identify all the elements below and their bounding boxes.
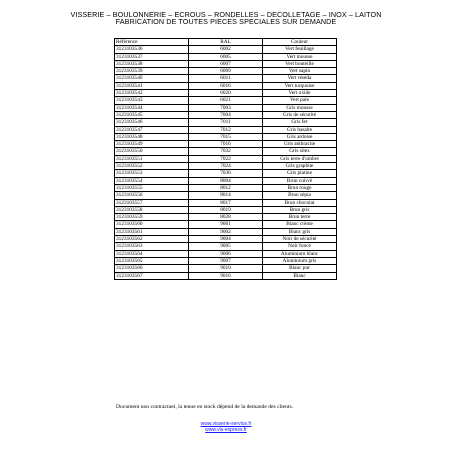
cell-color: Gris terre d'ombre	[263, 155, 337, 162]
cell-reference: 3123103566	[115, 265, 189, 272]
cell-reference: 3123103542	[115, 90, 189, 97]
table-row	[115, 60, 337, 67]
table-row	[115, 265, 337, 272]
table-row	[115, 236, 337, 243]
cell-color: Gris ardoise	[263, 133, 337, 140]
cell-reference: 3123103554	[115, 177, 189, 184]
table-row	[115, 155, 337, 162]
cell-color: Vert pale	[263, 97, 337, 104]
cell-color: Brun chocolat	[263, 199, 337, 206]
cell-ral: 8028	[189, 214, 263, 221]
cell-reference: 3123103559	[115, 214, 189, 221]
footer-links	[0, 421, 452, 433]
cell-ral: 9001	[189, 221, 263, 228]
cell-reference: 3123103561	[115, 228, 189, 235]
cell-reference: 3123103562	[115, 236, 189, 243]
cell-color: Gris silex	[263, 148, 337, 155]
cell-color: Brun cuivré	[263, 177, 337, 184]
table-row	[115, 68, 337, 75]
cell-reference: 3123103565	[115, 257, 189, 264]
cell-reference: 3123103537	[115, 53, 189, 60]
table-row	[115, 206, 337, 213]
cell-ral: 8017	[189, 199, 263, 206]
table-row	[115, 90, 337, 97]
cell-ral: 7011	[189, 119, 263, 126]
cell-reference: 3123103553	[115, 170, 189, 177]
cell-ral: 9016	[189, 272, 263, 279]
cell-ral: 7036	[189, 170, 263, 177]
cell-color: Vert bouteille	[263, 60, 337, 67]
cell-color: Aluminium gris	[263, 257, 337, 264]
table-row	[115, 221, 337, 228]
cell-ral: 7003	[189, 104, 263, 111]
cell-color: Vert sapin	[263, 68, 337, 75]
cell-reference: 3123103548	[115, 133, 189, 140]
table-row	[115, 75, 337, 82]
cell-ral: 7022	[189, 155, 263, 162]
cell-reference: 3123103539	[115, 68, 189, 75]
cell-ral: 6005	[189, 53, 263, 60]
cell-color: Gris basalte	[263, 126, 337, 133]
cell-ral: 6007	[189, 60, 263, 67]
table-row	[115, 184, 337, 191]
cell-color: Vert réséda	[263, 75, 337, 82]
cell-color: Vert mousse	[263, 53, 337, 60]
cell-reference: 3123103538	[115, 60, 189, 67]
cell-reference: 3123103560	[115, 221, 189, 228]
cell-ral: 6009	[189, 68, 263, 75]
cell-ral: 7032	[189, 148, 263, 155]
cell-ral: 7004	[189, 111, 263, 118]
cell-color: Vert turquoise	[263, 82, 337, 89]
table-row	[115, 177, 337, 184]
cell-color: Gris graphite	[263, 163, 337, 170]
cell-reference: 3123103544	[115, 104, 189, 111]
table-row	[115, 163, 337, 170]
table-header-row	[115, 39, 337, 46]
cell-reference: 3123103536	[115, 46, 189, 53]
table-row	[115, 272, 337, 279]
table-row	[115, 111, 337, 118]
table-row	[115, 228, 337, 235]
cell-color: Aluminium blanc	[263, 250, 337, 257]
cell-ral: 6011	[189, 75, 263, 82]
table-row	[115, 192, 337, 199]
cell-ral: 6021	[189, 97, 263, 104]
cell-ral: 7015	[189, 133, 263, 140]
column-header-color: Couleur	[263, 39, 337, 46]
cell-color: Blanc	[263, 272, 337, 279]
link-vis-express[interactable]: www.vis-express.fr	[205, 427, 247, 433]
cell-color: Gris platine	[263, 170, 337, 177]
cell-reference: 3123103558	[115, 206, 189, 213]
cell-ral: 9007	[189, 257, 263, 264]
cell-color: Brun sépia	[263, 192, 337, 199]
cell-ral: 7012	[189, 126, 263, 133]
cell-reference: 3123103543	[115, 97, 189, 104]
cell-color: Blanc gris	[263, 228, 337, 235]
table-body	[115, 46, 337, 280]
cell-ral: 9005	[189, 243, 263, 250]
cell-color: Brun gris	[263, 206, 337, 213]
table-row	[115, 46, 337, 53]
cell-ral: 9006	[189, 250, 263, 257]
cell-color: Gris anthracite	[263, 141, 337, 148]
cell-ral: 6020	[189, 90, 263, 97]
header-line-products: VISSERIE – BOULONNERIE – ECROUS – RONDELLES – DECOLLETAGE – INOX – LAITON	[70, 10, 382, 19]
cell-color: Blanc pur	[263, 265, 337, 272]
table-row	[115, 148, 337, 155]
cell-color: Gris fer	[263, 119, 337, 126]
table-row	[115, 250, 337, 257]
cell-ral: 6002	[189, 46, 263, 53]
cell-reference: 3123103555	[115, 184, 189, 191]
table-row	[115, 257, 337, 264]
table-row	[115, 214, 337, 221]
table-row	[115, 141, 337, 148]
table-row	[115, 104, 337, 111]
cell-color: Gris mousse	[263, 104, 337, 111]
header-line-fabrication: FABRICATION DE TOUTES PIECES SPECIALES SUR DEMANDE	[115, 17, 337, 26]
cell-color: Noir foncé	[263, 243, 337, 250]
link-visserie-service[interactable]: www.visserie-service.fr	[200, 421, 252, 427]
cell-color: Brun terre	[263, 214, 337, 221]
table-row	[115, 243, 337, 250]
ral-color-table	[114, 38, 337, 280]
disclaimer-note: Document non contractuel, la tenue en stock dépend de la demande des clients.	[116, 404, 294, 410]
cell-reference: 3123103541	[115, 82, 189, 89]
cell-reference: 3123103550	[115, 148, 189, 155]
cell-ral: 8014	[189, 192, 263, 199]
table-row	[115, 97, 337, 104]
cell-ral: 7024	[189, 163, 263, 170]
cell-ral: 8004	[189, 177, 263, 184]
column-header-reference: Référence	[115, 39, 189, 46]
cell-reference: 3123103547	[115, 126, 189, 133]
cell-ral: 8019	[189, 206, 263, 213]
cell-reference: 3123103556	[115, 192, 189, 199]
cell-ral: 9002	[189, 228, 263, 235]
cell-ral: 7016	[189, 141, 263, 148]
cell-reference: 3123103564	[115, 250, 189, 257]
cell-ral: 8012	[189, 184, 263, 191]
table-row	[115, 170, 337, 177]
cell-color: Brun rouge	[263, 184, 337, 191]
cell-color: Vert feuillage	[263, 46, 337, 53]
cell-reference: 3123103549	[115, 141, 189, 148]
table-row	[115, 53, 337, 60]
cell-reference: 3123103557	[115, 199, 189, 206]
cell-ral: 9004	[189, 236, 263, 243]
cell-color: Noir de sécurité	[263, 236, 337, 243]
table-row	[115, 126, 337, 133]
table-row	[115, 199, 337, 206]
cell-reference: 3123103545	[115, 111, 189, 118]
cell-reference: 3123103552	[115, 163, 189, 170]
cell-reference: 3123103563	[115, 243, 189, 250]
cell-color: Blanc crème	[263, 221, 337, 228]
cell-color: Gris de sécurité	[263, 111, 337, 118]
table-row	[115, 119, 337, 126]
cell-reference: 3123103546	[115, 119, 189, 126]
cell-ral: 6016	[189, 82, 263, 89]
column-header-ral: RAL	[189, 39, 263, 46]
cell-ral: 9010	[189, 265, 263, 272]
cell-color: Vert oxide	[263, 90, 337, 97]
cell-reference: 3123103551	[115, 155, 189, 162]
cell-reference: 3123103540	[115, 75, 189, 82]
table-row	[115, 82, 337, 89]
cell-reference: 3123103567	[115, 272, 189, 279]
table-row	[115, 133, 337, 140]
